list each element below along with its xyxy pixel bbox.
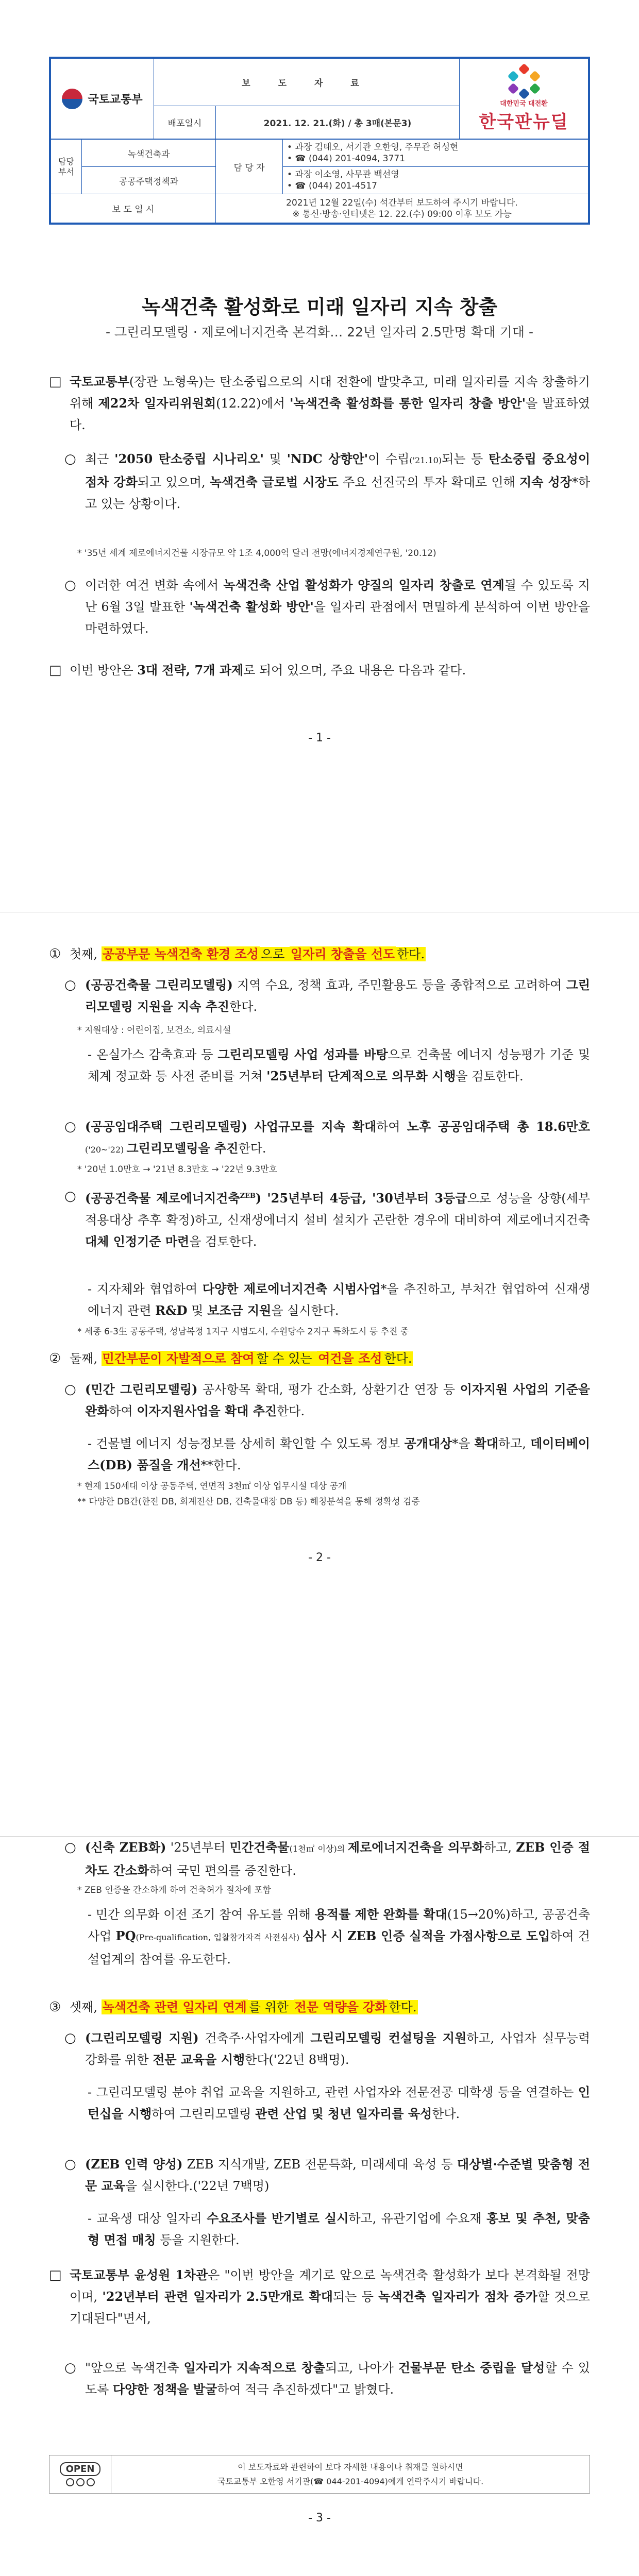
contact-block-2: • 과장 이소영, 사무관 백선영 • ☎ (044) 201-4517: [283, 167, 588, 194]
headline: 녹색건축 활성화로 미래 일자리 지속 창출: [141, 296, 498, 318]
item-zeb-workforce-detail: - 교육생 대상 일자리 수요조사를 반기별로 실시하고, 유관기업에 수요재 홍보 및 추천, 맞춤형 면접 매칭 등을 지원한다.: [88, 2211, 590, 2247]
subheadline: - 그린리모델링 · 제로에너지건축 본격화… 22년 일자리 2.5만명 확대 기대 -: [106, 325, 533, 340]
item-public-zeb-detail: - 지자체와 협업하여 다양한 제로에너지건축 시범사업*을 추진하고, 부처간 협업하여 신재생에너지 관련 R&D 및 보조금 지원을 실시한다.: [88, 1281, 591, 1318]
item-public-green-remodeling-detail: - 온실가스 감축효과 등 그린리모델링 사업 성과를 바탕으로 건축물 에너지 성능평가 기준 및 체계 정교화 등 사전 준비를 거쳐 '25년부터 단계적으로 의무화 시행을 검토한다.: [88, 1047, 590, 1083]
page-2: [0, 912, 639, 1837]
strategy-2-heading: ② 둘째, 민간부문이 자발적으로 참여 할 수 있는 여건을 조성 한다.: [49, 1351, 412, 1366]
paragraph-strategy: □ 이번 방안은 3대 전략, 7개 과제로 되어 있으며, 주요 내용은 다음과 같다.: [49, 659, 590, 681]
circle-bullet-icon: ○: [64, 977, 76, 993]
page-number-2: - 2 -: [308, 1551, 331, 1564]
new-deal-star-icon: [506, 65, 542, 98]
footnote-zeb-certification: * ZEB 인증을 간소하게 하여 건축허가 절차에 포함: [77, 1885, 271, 1895]
paragraph-vice-minister: □ 국토교통부 윤성원 1차관은 "이번 방안을 계기로 앞으로 녹색건축 활성화가 보다 본격화될 전망이며, '22년부터 관련 일자리가 2.5만개로 확대되는 등 녹색건축 일자리가 점차 증가할 것으로 기대된다"면서,: [49, 2264, 590, 2329]
item-public-zeb: ○ (공공건축물 제로에너지건축$^{ZEB}$) '25년부터 4등급, '30년부터 3등급으로 성능을 상향(세부 적용대상 추후 확정)하고, 신재생에너지 설비 설치가 곤란한 경우에 대비하여 제로에너지건축 대체 인정기준 마련을 검토한다.: [64, 1185, 590, 1252]
ministry-logo: 국토교통부: [51, 59, 154, 139]
circle-bullet-icon: ○: [64, 1119, 76, 1134]
page-number-3: - 3 -: [308, 2512, 331, 2524]
circle-bullet-icon: ○: [64, 1840, 76, 1855]
contact-label: 담 당 자: [216, 140, 283, 194]
item-private-green-remodeling: ○ (민간 그린리모델링) 공사항목 확대, 평가 간소화, 상환기간 연장 등 이자지원 사업의 기준을 완화하여 이자지원사업을 확대 추진한다.: [64, 1379, 590, 1422]
distribution-date-label: 배포일시: [154, 106, 216, 139]
footnote-rental-units: * '20년 1.0만호 → '21년 8.3만호 → '22년 9.3만호: [77, 1164, 278, 1175]
circle-bullet-icon: ○: [64, 578, 76, 593]
press-title: 보 도 자 료: [154, 59, 460, 106]
department-2: 공공주택정책과: [82, 167, 216, 194]
license-icons: [66, 2478, 95, 2486]
item-remodeling-support-detail: - 그린리모델링 분야 취업 교육을 지원하고, 관련 사업자와 전문전공 대학생 등을 연결하는 인턴십을 시행하여 그린리모델링 관련 산업 및 청년 일자리를 육성한다.: [88, 2084, 590, 2121]
contact-block-1: • 과장 김태오, 서기관 오한영, 주무관 허성현 • ☎ (044) 201-4094, 3771: [283, 140, 588, 167]
square-bullet-icon: □: [49, 374, 62, 389]
press-header: [49, 57, 590, 225]
page-3: [0, 1837, 639, 2576]
footer-text: 이 보도자료와 관련하여 보다 자세한 내용이나 취재를 원하시면 국토교통부 오한영 서기관(☎ 044-201-4094)에게 연락주시기 바랍니다.: [217, 2462, 484, 2486]
item-private-green-remodeling-detail: - 건물별 에너지 성능정보를 상세히 확인할 수 있도록 정보 공개대상*을 확대하고, 데이터베이스(DB) 품질을 개선**한다.: [88, 1436, 590, 1472]
strategy-1-heading: ① 첫째, 공공부문 녹색건축 환경 조성 으로 일자리 창출을 선도 한다.: [49, 946, 425, 962]
department-label: 담당 부서: [51, 140, 82, 194]
paragraph-plan: ○ 이러한 여건 변화 속에서 녹색건축 산업 활성화가 양질의 일자리 창출로 연계될 수 있도록 지난 6월 3일 발표한 '녹색건축 활성화 방안'을 일자리 관점에서 면밀하게 분석하여 이번 방안을 마련하였다.: [64, 574, 590, 639]
open-license-badge: OPEN: [49, 2455, 111, 2493]
embargo-text: 2021년 12월 22일(수) 석간부터 보도하여 주시기 바랍니다. ※ 통신·방송·인터넷은 12. 22.(수) 09:00 이후 보도 가능: [216, 194, 588, 223]
strategy-3-heading: ③ 셋째, 녹색건축 관련 일자리 연계 를 위한 전문 역량을 강화 한다.: [49, 1999, 417, 2015]
page-number-1: - 1 -: [308, 732, 331, 744]
circle-bullet-icon: ○: [64, 451, 76, 467]
embargo-label: 보 도 일 시: [51, 194, 216, 223]
footnote-db: ** 다양한 DB간(한전 DB, 회계전산 DB, 건축물대장 DB 등) 해칭분석을 통해 정확성 검증: [77, 1497, 420, 1507]
contact-footer: [49, 2455, 590, 2494]
circle-bullet-icon: ○: [64, 1382, 76, 1397]
circle-bullet-icon: ○: [64, 2360, 76, 2376]
item-new-zeb: ○ (신축 ZEB화) '25년부터 민간건축물(1천㎡ 이상)의 제로에너지건축을 의무화하고, ZEB 인증 절차도 간소화하여 국민 편의를 증진한다.: [64, 1837, 590, 1882]
taegeuk-emblem-icon: [62, 89, 82, 109]
distribution-date-value: 2021. 12. 21.(화) / 총 3매(본문3): [216, 106, 460, 139]
korean-new-deal-logo: 대한민국 대전환 한국판뉴딜: [460, 59, 588, 139]
footnote-support-target: * 지원대상 : 어린이집, 보건소, 의료시설: [77, 1025, 231, 1036]
circle-bullet-icon: ○: [64, 2157, 76, 2172]
item-zeb-workforce: ○ (ZEB 인력 양성) ZEB 지식개발, ZEB 전문특화, 미래세대 육성 등 대상별·수준별 맞춤형 전문 교육을 실시한다.('22년 7백명): [64, 2154, 590, 2197]
page-1: [0, 0, 639, 912]
item-remodeling-support: ○ (그린리모델링 지원) 건축주·사업자에게 그린리모델링 컨설팅을 지원하고, 사업자 실무능력 강화를 위한 전문 교육을 시행한다('22년 8백명).: [64, 2027, 590, 2071]
square-bullet-icon: □: [49, 663, 62, 678]
footnote-market: * '35년 세계 제로에너지건물 시장규모 약 1조 4,000억 달러 전망(에너지경제연구원, '20.12): [77, 548, 436, 558]
footnote-pilot-projects: * 세종 6-3生 공동주택, 성남복정 1지구 시범도시, 수원당수 2지구 특화도시 등 추진 중: [77, 1327, 409, 1337]
item-public-rental-remodeling: ○ (공공임대주택 그린리모델링) 사업규모를 지속 확대하여 노후 공공임대주택 총 18.6만호('20~'22) 그린리모델링을 추진한다.: [64, 1116, 590, 1161]
circle-bullet-icon: ○: [64, 2030, 76, 2046]
square-bullet-icon: □: [49, 2267, 62, 2283]
item-public-green-remodeling: ○ (공공건축물 그린리모델링) 지역 수요, 정책 효과, 주민활용도 등을 종합적으로 고려하여 그린리모델링 지원을 지속 추진한다.: [64, 974, 590, 1018]
paragraph-background: ○ 최근 '2050 탄소중립 시나리오' 및 'NDC 상향안'이 수립('21.10)되는 등 탄소중립 중요성이 점차 강화되고 있으며, 녹색건축 글로벌 시장도 주요 선진국의 투자 확대로 인해 지속 성장*하고 있는 상황이다.: [64, 448, 590, 515]
department-1: 녹색건축과: [82, 140, 216, 167]
paragraph-quote: ○ "앞으로 녹색건축 일자리가 지속적으로 창출되고, 나아가 건물부문 탄소 중립을 달성할 수 있도록 다양한 정책을 발굴하여 적극 추진하겠다"고 밝혔다.: [64, 2357, 590, 2400]
paragraph-intro: □ 국토교통부(장관 노형욱)는 탄소중립으로의 시대 전환에 발맞추고, 미래 일자리를 지속 창출하기 위해 제22차 일자리위원회(12.22)에서 '녹색건축 활성화를 통한 일자리 창출 방안'을 발표하였다.: [49, 371, 590, 436]
footnote-disclosure: * 현재 150세대 이상 공동주택, 연면적 3천㎡ 이상 업무시설 대상 공개: [77, 1481, 347, 1492]
item-new-zeb-detail: - 민간 의무화 이전 조기 참여 유도를 위해 용적률 제한 완화를 확대(15→20%)하고, 공공건축사업 PQ(Pre-qualification, 입찰참가자격 사전심사) 심사 시 ZEB 인증 실적을 가점사항으로 도입하여 건설업계의 참여를 유도한다.: [88, 1907, 590, 1967]
circle-bullet-icon: ○: [64, 1189, 76, 1204]
